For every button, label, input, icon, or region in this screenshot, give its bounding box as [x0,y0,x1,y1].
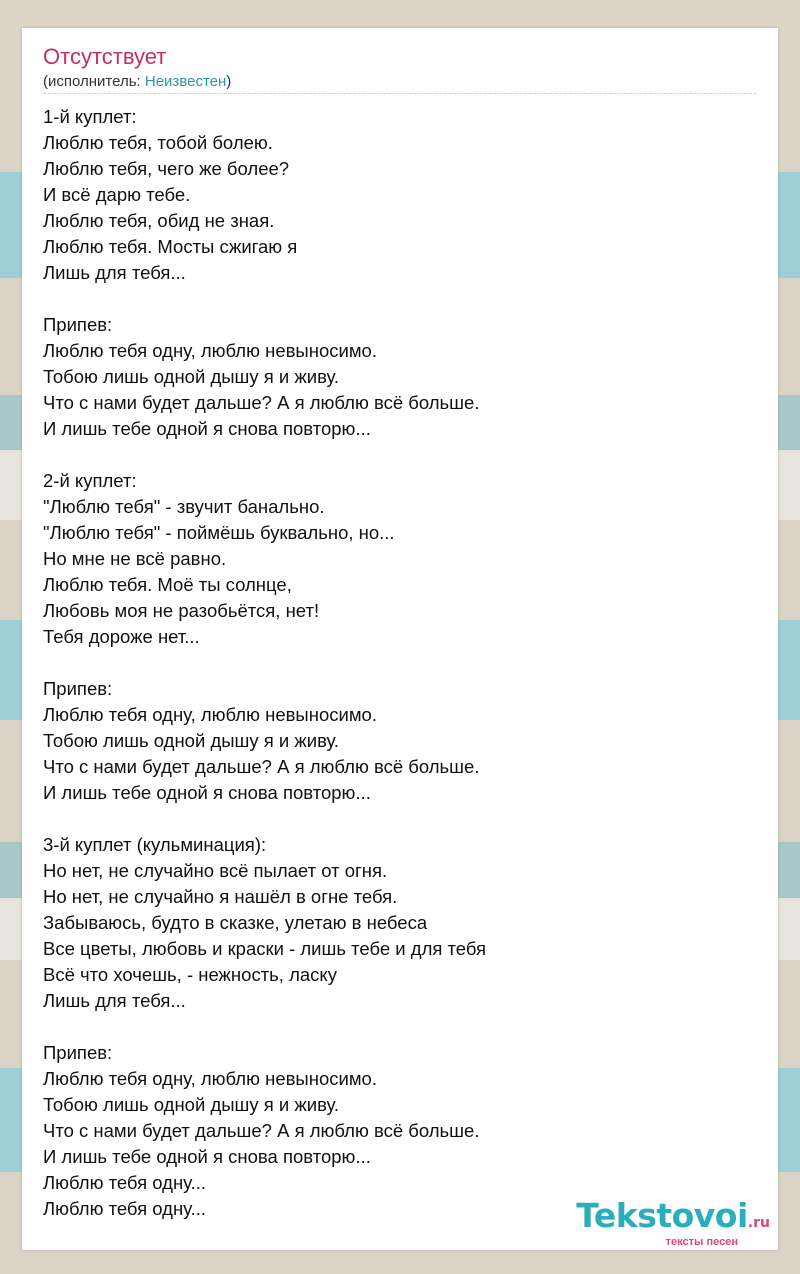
lyric-line: Тобою лишь одной дышу я и живу. [43,1094,340,1115]
performer-prefix: (исполнитель: [43,73,145,90]
lyric-line: Люблю тебя. Моё ты солнце, [43,574,292,595]
lyric-line: И лишь тебе одной я снова повторю... [43,418,371,439]
logo-tld: .ru [747,1215,770,1231]
lyric-line: Лишь для тебя... [43,262,186,283]
divider [43,93,757,94]
stanza-gap [43,442,757,468]
lyric-line: Припев: [43,1042,113,1063]
lyric-line: Люблю тебя, тобой болею. [43,132,273,153]
song-title: Отсутствует [43,44,167,69]
lyric-line: Но нет, не случайно я нашёл в огне тебя. [43,886,398,907]
lyric-line: Люблю тебя, чего же более? [43,158,290,179]
lyrics-card [22,28,778,1250]
stanza-gap [43,650,757,676]
lyric-line: И всё дарю тебе. [43,184,191,205]
lyric-line: Что с нами будет дальше? А я люблю всё больше. [43,392,480,413]
lyric-line: 2-й куплет: [43,470,137,491]
lyric-line: Лишь для тебя... [43,990,186,1011]
lyric-line: Что с нами будет дальше? А я люблю всё больше. [43,1120,480,1141]
logo-name: Tekstovoi [576,1196,748,1235]
lyric-line: И лишь тебе одной я снова повторю... [43,782,371,803]
lyric-line: Люблю тебя. Мосты сжигаю я [43,236,298,257]
stanza-gap [43,286,757,312]
lyric-line: Люблю тебя, обид не зная. [43,210,275,231]
lyric-line: "Люблю тебя" - поймёшь буквально, но... [43,522,395,543]
lyric-line: Тебя дороже нет... [43,626,200,647]
lyric-line: И лишь тебе одной я снова повторю... [43,1146,371,1167]
lyric-line: Люблю тебя одну, люблю невыносимо. [43,1068,377,1089]
lyrics-text [43,104,757,1222]
lyric-line: Люблю тебя одну, люблю невыносимо. [43,704,377,725]
lyric-line: Люблю тебя одну... [43,1198,206,1219]
logo-tagline: тексты песен [665,1236,738,1248]
lyric-line: 3-й куплет (кульминация): [43,834,267,855]
logo-wordmark [576,1198,770,1241]
lyric-line: Тобою лишь одной дышу я и живу. [43,366,340,387]
lyric-line: Всё что хочешь, - нежность, ласку [43,964,337,985]
performer-link[interactable]: Неизвестен [144,73,227,90]
performer-suffix: ) [226,73,232,90]
lyric-line: Люблю тебя одну... [43,1172,206,1193]
lyric-line: "Люблю тебя" - звучит банально. [43,496,325,517]
lyric-line: Что с нами будет дальше? А я люблю всё больше. [43,756,480,777]
lyric-line: 1-й куплет: [43,106,137,127]
performer-line [43,73,231,91]
lyric-line: Любовь моя не разобьётся, нет! [43,600,320,621]
lyric-line: Припев: [43,314,113,335]
lyric-line: Но мне не всё равно. [43,548,227,569]
stanza-gap [43,1014,757,1040]
lyric-line: Все цветы, любовь и краски - лишь тебе и для тебя [43,938,487,959]
lyric-line: Люблю тебя одну, люблю невыносимо. [43,340,377,361]
lyric-line: Припев: [43,678,113,699]
lyric-line: Но нет, не случайно всё пылает от огня. [43,860,388,881]
lyric-line: Забываюсь, будто в сказке, улетаю в небеса [43,912,428,933]
site-logo[interactable] [576,1198,770,1248]
stanza-gap [43,806,757,832]
lyric-line: Тобою лишь одной дышу я и живу. [43,730,340,751]
